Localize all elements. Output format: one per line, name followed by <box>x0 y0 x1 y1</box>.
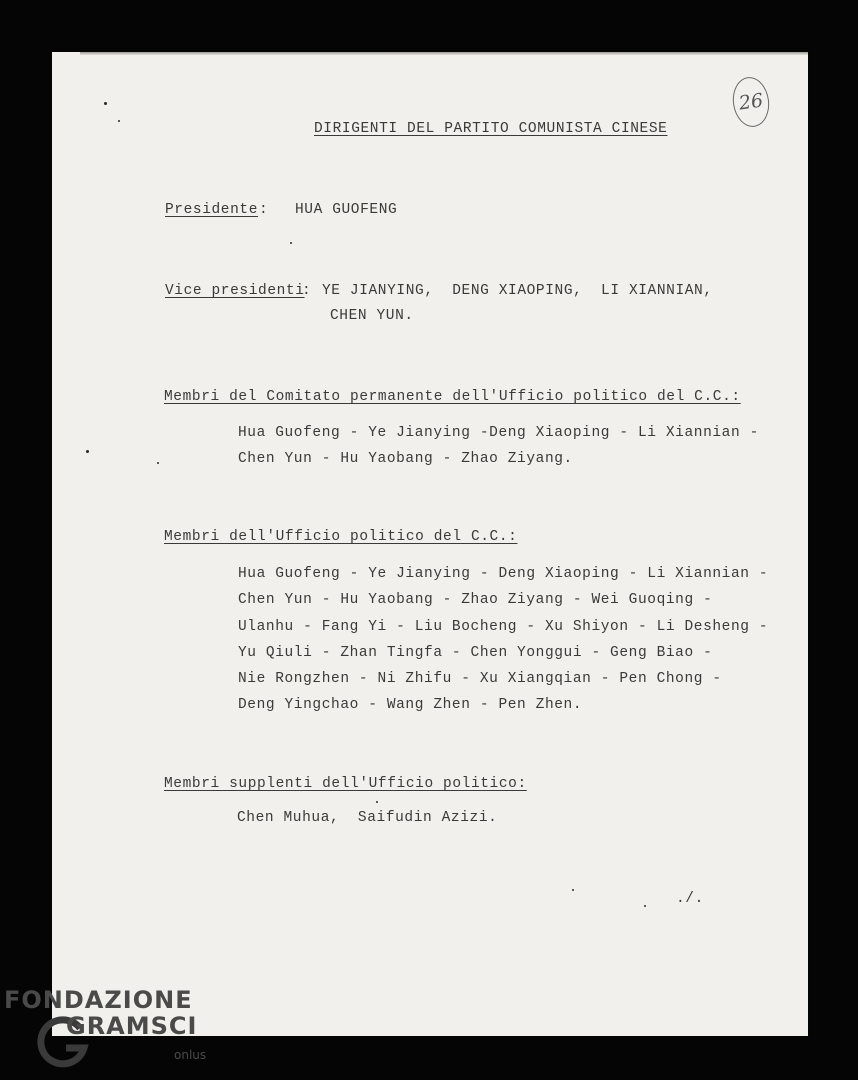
watermark-line-2: GRAMSCI <box>66 1012 198 1040</box>
ufficio-line: Yu Qiuli - Zhan Tingfa - Chen Yonggui - Geng Biao - <box>238 645 713 661</box>
ufficio-line: Hua Guofeng - Ye Jianying - Deng Xiaoping - Li Xiannian - <box>238 566 769 582</box>
comitato-line: Chen Yun - Hu Yaobang - Zhao Ziyang. <box>238 451 573 467</box>
vice-presidenti-colon: : <box>302 283 312 299</box>
presidente-colon: : <box>259 202 269 218</box>
watermark-line-1: FONDAZIONE <box>4 986 193 1014</box>
ufficio-heading: Membri dell'Ufficio politico del C.C.: <box>164 529 518 545</box>
dust-speck <box>86 450 89 453</box>
presidente-label: Presidente <box>165 202 259 218</box>
dust-speck <box>290 242 292 244</box>
dust-speck <box>104 102 107 105</box>
ufficio-line: Ulanhu - Fang Yi - Liu Bocheng - Xu Shiyon - Li Desheng - <box>238 619 769 635</box>
page-number: 26 <box>737 89 765 115</box>
dust-speck <box>157 462 159 464</box>
dust-speck <box>376 801 378 803</box>
ufficio-line: Deng Yingchao - Wang Zhen - Pen Zhen. <box>238 697 583 713</box>
ufficio-line: Nie Rongzhen - Ni Zhifu - Xu Xiangqian - Pen Chong - <box>238 671 722 687</box>
vice-presidenti-label: Vice presidenti <box>165 283 305 299</box>
comitato-line: Hua Guofeng - Ye Jianying -Deng Xiaoping - Li Xiannian - <box>238 425 759 441</box>
dust-speck <box>572 889 574 891</box>
dust-speck <box>644 905 646 907</box>
supplenti-line: Chen Muhua, Saifudin Azizi. <box>237 810 498 826</box>
supplenti-heading: Membri supplenti dell'Ufficio politico: <box>164 776 527 792</box>
continuation-mark: ./. <box>676 891 704 907</box>
watermark <box>4 988 197 1038</box>
document-title: DIRIGENTI DEL PARTITO COMUNISTA CINESE <box>314 121 668 137</box>
vice-presidenti-line-2: CHEN YUN. <box>330 308 414 324</box>
dust-speck <box>118 120 120 122</box>
vice-presidenti-line-1: YE JIANYING, DENG XIAOPING, LI XIANNIAN, <box>322 283 713 299</box>
comitato-heading: Membri del Comitato permanente dell'Ufficio politico del C.C.: <box>164 389 741 405</box>
page-top-edge <box>80 52 808 55</box>
watermark-line-3: onlus <box>174 1048 207 1062</box>
presidente-name: HUA GUOFENG <box>295 202 398 218</box>
ufficio-line: Chen Yun - Hu Yaobang - Zhao Ziyang - Wei Guoqing - <box>238 592 713 608</box>
